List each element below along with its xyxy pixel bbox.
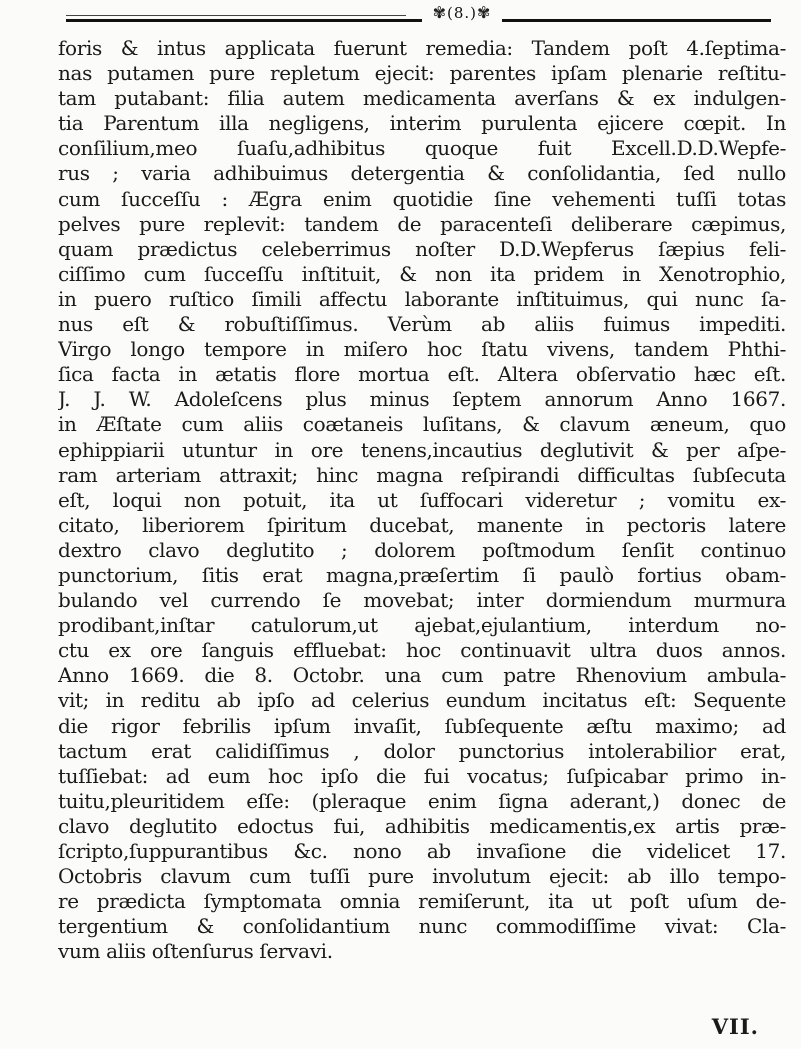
- header-thin-rule: [66, 15, 406, 16]
- text-line: clavo deglutito edoctus fui, adhibitis medicamentis,ex artis præ-: [58, 813, 786, 838]
- text-line: ciſſimo cum ſucceſſu inſtituit, & non ita pridem in Xenotrophio,: [58, 261, 786, 286]
- text-line: tuſſiebat: ad eum hoc ipſo die fui vocatus; ſuſpicabar primo in-: [58, 763, 786, 788]
- text-line: vum aliis oſtenſurus ſervavi.: [58, 939, 333, 964]
- text-line: nas putamen pure repletum ejecit: parentes ipſam plenarie reſtitu-: [58, 61, 786, 86]
- text-line: eſt, loqui non potuit, ita ut ſuffocari videretur ; vomitu ex-: [58, 487, 786, 512]
- text-line: in Æſtate cum aliis coætaneis luſitans, & clavum æneum, quo: [58, 412, 786, 437]
- text-line: rus ; varia adhibuimus detergentia & conſolidantia, ſed nullo: [58, 161, 786, 186]
- text-line: tam putabant: filia autem medicamenta averſans & ex indulgen-: [58, 86, 786, 111]
- text-line: ſica facta in ætatis flore mortua eſt. Altera obſervatio hæc eſt.: [58, 362, 786, 387]
- text-line: cum ſucceſſu : Ægra enim quotidie ſine vehementi tuſſi totas: [58, 186, 786, 211]
- text-line: ſcripto,ſuppurantibus &c. nono ab invaſione die videlicet 17.: [58, 839, 786, 863]
- text-line: prodibant,inſtar catulorum,ut ajebat,ejulantium, interdum no-: [58, 613, 786, 638]
- ornament-right-icon: ✾: [477, 3, 492, 22]
- text-line: conſilium,meo ſuaſu,adhibitus quoque fuit Excell.D.D.Wepfe-: [58, 136, 786, 161]
- text-line: ephippiarii utuntur in ore tenens,incautius deglutivit & per aſpe-: [58, 437, 786, 462]
- text-line: J. J. W. Adoleſcens plus minus ſeptem annorum Anno 1667.: [58, 387, 786, 412]
- text-line: in puero ruſtico ſimili affectu laborante inſtituimus, qui nunc ſa-: [58, 286, 786, 311]
- text-line: ctu ex ore ſanguis effluebat: hoc continuavit ultra duos annos.: [58, 638, 786, 663]
- text-line: tactum erat calidiſſimus , dolor punctorius intolerabilior erat,: [58, 738, 786, 763]
- text-line: re prædicta ſymptomata omnia remiſerunt, ita ut poſt uſum de-: [58, 889, 786, 914]
- text-line: punctorium, ſitis erat magna,præſertim ſi paulò fortius obam-: [58, 562, 786, 587]
- page-number-ornament: [422, 0, 502, 28]
- body-text: [58, 36, 786, 964]
- text-line: Octobris clavum cum tuſſi pure involutum ejecit: ab illo tempo-: [58, 864, 786, 889]
- page-number: (8.): [446, 4, 477, 22]
- text-line: citato, liberiorem ſpiritum ducebat, manente in pectoris latere: [58, 512, 786, 537]
- text-line: tia Parentum illa negligens, interim purulenta ejicere cœpit. In: [58, 111, 786, 136]
- header-rule: [66, 19, 771, 22]
- text-line: ram arteriam attraxit; hinc magna reſpirandi difficultas ſubſecuta: [58, 462, 786, 487]
- text-line: die rigor febrilis ipſum invaſit, ſubſequente æſtu maximo; ad: [58, 713, 786, 738]
- text-line: pelves pure replevit: tandem de paracenteſi deliberare cæpimus,: [58, 211, 786, 236]
- text-line: vit; in reditu ab ipſo ad celerius eundum incitatus eſt: Sequente: [58, 688, 786, 713]
- text-line: Anno 1669. die 8. Octobr. una cum patre Rhenovium ambula-: [58, 663, 786, 688]
- ornament-left-icon: ✾: [432, 3, 447, 22]
- text-line: tuitu,pleuritidem eſſe: (pleraque enim ſigna aderant,) donec de: [58, 788, 786, 813]
- text-line: dextro clavo deglutito ; dolorem poſtmodum ſenſit continuo: [58, 537, 786, 562]
- page-header: [60, 0, 780, 30]
- text-line: tergentium & conſolidantium nunc commodiſſime vivat: Cla-: [58, 914, 786, 939]
- text-line: quam prædictus celeberrimus noſter D.D.Wepferus ſæpius feli-: [58, 236, 786, 261]
- text-line: bulando vel currendo ſe movebat; inter dormiendum murmura: [58, 588, 786, 613]
- text-line: nus eſt & robuſtiſſimus. Verùm ab aliis fuimus impediti.: [58, 312, 786, 337]
- catchword: VII.: [711, 1014, 759, 1039]
- text-line: foris & intus applicata fuerunt remedia: Tandem poſt 4.ſeptima-: [58, 36, 786, 60]
- text-line: Virgo longo tempore in miſero hoc ſtatu vivens, tandem Phthi-: [58, 337, 786, 362]
